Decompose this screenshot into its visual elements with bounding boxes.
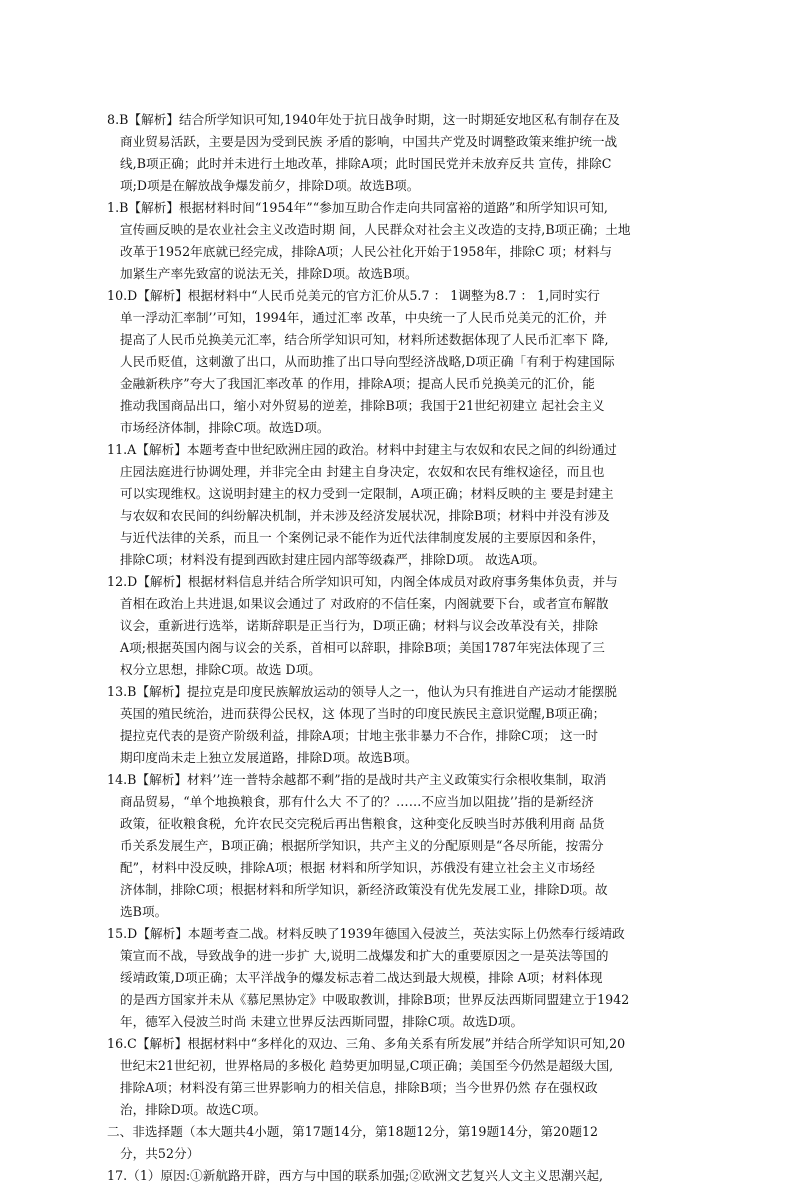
answer-12-line-4: A项;根据英国内阁与议会的关系，首相可以辞职，排除B项；美国1787年宪法体现了三 — [120, 640, 605, 655]
answer-14-line-3: 政策，征收粮食税，允许农民交完税后再出售粮食，这种变化反映当时苏俄利用商 品货 — [120, 816, 605, 831]
answer-10-line-5: 金融新秩序”夸大了我国汇率改革 的作用，排除A项；提高人民币兑换美元的汇价，能 — [120, 376, 595, 391]
answer-13-line-3: 提拉克代表的是资产阶级利益，排除A项；甘地主张非暴力不合作，排除C项； 这一时 — [120, 728, 599, 743]
section-heading-line-2: 分，共52分） — [120, 1146, 200, 1161]
answer-10-line-2: 单一浮动汇率制’’可知，1994年，通过汇率 改革，中央统一了人民币兑美元的汇价，并 — [120, 310, 607, 325]
answer-14-line-5: 配”，材料中没反映，排除A项；根据 材料和所学知识，苏俄没有建立社会主义市场经 — [120, 860, 595, 875]
answer-16-line-4: 治，排除D项。故选C项。 — [120, 1102, 267, 1117]
answer-12-line-2: 首相在政治上共进退,如果议会通过了 对政府的不信任案，内阁就要下台，或者宣布解散 — [120, 596, 609, 611]
answer-10-line-6: 推动我国商品出口，缩小对外贸易的逆差，排除B项；我国于21世纪初建立 起社会主义 — [120, 398, 605, 413]
answer-14-line-7: 选B项。 — [120, 904, 168, 919]
answer-15-line-4: 的是西方国家并未从《慕尼黑协定》中吸取教训，排除B项；世界反法西斯同盟建立于1942 — [120, 992, 630, 1007]
answer-8-line-4: 项;D项是在解放战争爆发前夕，排除D项。故选B项。 — [120, 178, 420, 193]
answer-11-line-6: 排除C项；材料没有提到西欧封建庄园内部等级森严，排除D项。 故选A项。 — [120, 552, 545, 567]
answer-16-line-3: 排除A项；材料没有第三世界影响力的相关信息，排除B项；当今世界仍然 存在强权政 — [120, 1080, 598, 1095]
answer-13-line-4: 期印度尚未走上独立发展道路，排除D项。故选B项。 — [120, 750, 418, 765]
answer-10-line-3: 提高了人民币兑换美元汇率，结合所学知识可知，材料所述数据体现了人民币汇率下 降, — [120, 332, 609, 347]
answer-8-line-1: 8.B【解析】结合所学知识可知,1940年处于抗日战争时期，这一时期延安地区私有制存在及 — [107, 112, 620, 127]
section-heading-line-1: 二、非选择题（本大题共4小题，第17题14分，第18题12分，第19题14分，第20题12 — [107, 1124, 599, 1139]
answer-13-line-1: 13.B【解析】提拉克是印度民族解放运动的领导人之一，他认为只有推进自产运动才能摆脱 — [107, 684, 617, 699]
answer-16-line-1: 16.C【解析】根据材料中“多样化的双边、三角、多角关系有所发展”并结合所学知识可知,20 — [107, 1036, 626, 1051]
answer-10-line-7: 市场经济体制，排除C项。故选D项。 — [120, 420, 330, 435]
answer-12-line-5: 权分立思想，排除C项。故选 D项。 — [120, 662, 321, 677]
answer-11-line-1: 11.A【解析】本题考查中世纪欧洲庄园的政治。材料中封建主与农奴和农民之间的纠纷通过 — [107, 442, 617, 457]
answer-9-line-3: 改革于1952年底就已经完成，排除A项；人民公社化开始于1958年，排除C 项；材料与 — [120, 244, 612, 259]
answer-9-line-1: 1.B【解析】根据材料时间“1954年”“参加互助合作走向共同富裕的道路”和所学知识可知, — [107, 200, 608, 215]
answer-11-line-5: 与近代法律的关系，而且一 个案例记录不能作为近代法律制度发展的主要原因和条件， — [120, 530, 605, 545]
answer-11-line-3: 可以实现维权。这说明封建主的权力受到一定限制，A项正确；材料反映的主 要是封建主 — [120, 486, 614, 501]
answer-13-line-2: 英国的殖民统治，进而获得公民权，这 体现了当时的印度民族民主意识觉醒,B项正确； — [120, 706, 606, 721]
answer-16-line-2: 世纪末21世纪初，世界格局的多极化 趋势更加明显,C项正确；美国至今仍然是超级大国, — [120, 1058, 614, 1073]
answer-15-line-5: 年，德军入侵波兰时尚 未建立世界反法西斯同盟，排除C项。故选D项。 — [120, 1014, 524, 1029]
answer-17-line-1: 17.（1）原因:①新航路开辟，西方与中国的联系加强;②欧洲文艺复兴人文主义思潮兴起, — [107, 1168, 604, 1183]
answer-11-line-4: 与农奴和农民间的纠纷解决机制，并未涉及经济发展状况，排除B项；材料中并没有涉及 — [120, 508, 610, 523]
answer-10-line-4: 人民币贬值，这刺激了出口，从而助推了出口导向型经济战略,D项正确「有利于构建国际 — [120, 354, 615, 369]
answer-12-line-1: 12.D【解析】根据材料信息并结合所学知识可知，内阁全体成员对政府事务集体负责，并与 — [107, 574, 618, 589]
answer-15-line-3: 绥靖政策,D项正确；太平洋战争的爆发标志着二战达到最大规模，排除 A项；材料体现 — [120, 970, 603, 985]
answer-8-line-3: 线,B项正确；此时并未进行土地改革，排除A项；此时国民党并未放弃反共 宣传，排除C — [120, 156, 612, 171]
answer-14-line-2: 商品贸易，“单个地换粮食，那有什么大 不了的？……不应当加以阻拢’’指的是新经济 — [120, 794, 594, 809]
answer-10-line-1: 10.D【解析】根据材料中“人民币兑美元的官方汇价从5.7 ： 1调整为8.7 ： 1,同时实行 — [107, 288, 600, 303]
answer-8-line-2: 商业贸易活跃，主要是因为受到民族 矛盾的影响，中国共产党及时调整政策来维护统一战 — [120, 134, 618, 149]
answer-14-line-4: 币关系发展生产，B项正确；根据所学知识，共产主义的分配原则是“各尽所能，按需分 — [120, 838, 604, 853]
answer-15-line-1: 15.D【解析】本题考查二战。材料反映了1939年德国入侵波兰，英法实际上仍然奉行绥靖政 — [107, 926, 625, 941]
answer-9-line-4: 加紧生产率先致富的说法无关，排除D项。故选B项。 — [120, 266, 418, 281]
answer-15-line-2: 策宣而不战，导致战争的进一步扩 大,说明二战爆发和扩大的重要原因之一是英法等国的 — [120, 948, 609, 963]
answer-14-line-6: 济体制，排除C项；根据材料和所学知识，新经济政策没有优先发展工业，排除D项。故 — [120, 882, 608, 897]
answer-14-line-1: 14.B【解析】材料’’连一普特余越都不剩”指的是战时共产主义政策实行余根收集制，取消 — [107, 772, 607, 787]
answer-12-line-3: 议会，重新进行选举，诺斯辞职是正当行为，D项正确；材料与议会改革没有关，排除 — [120, 618, 598, 633]
answer-9-line-2: 宣传画反映的是农业社会主义改造时期 间，人民群众对社会主义改造的支持,B项正确；土地 — [120, 222, 631, 237]
answer-11-line-2: 庄园法庭进行协调处理，并非完全由 封建主自身决定，农奴和农民有维权途径，而且也 — [120, 464, 605, 479]
